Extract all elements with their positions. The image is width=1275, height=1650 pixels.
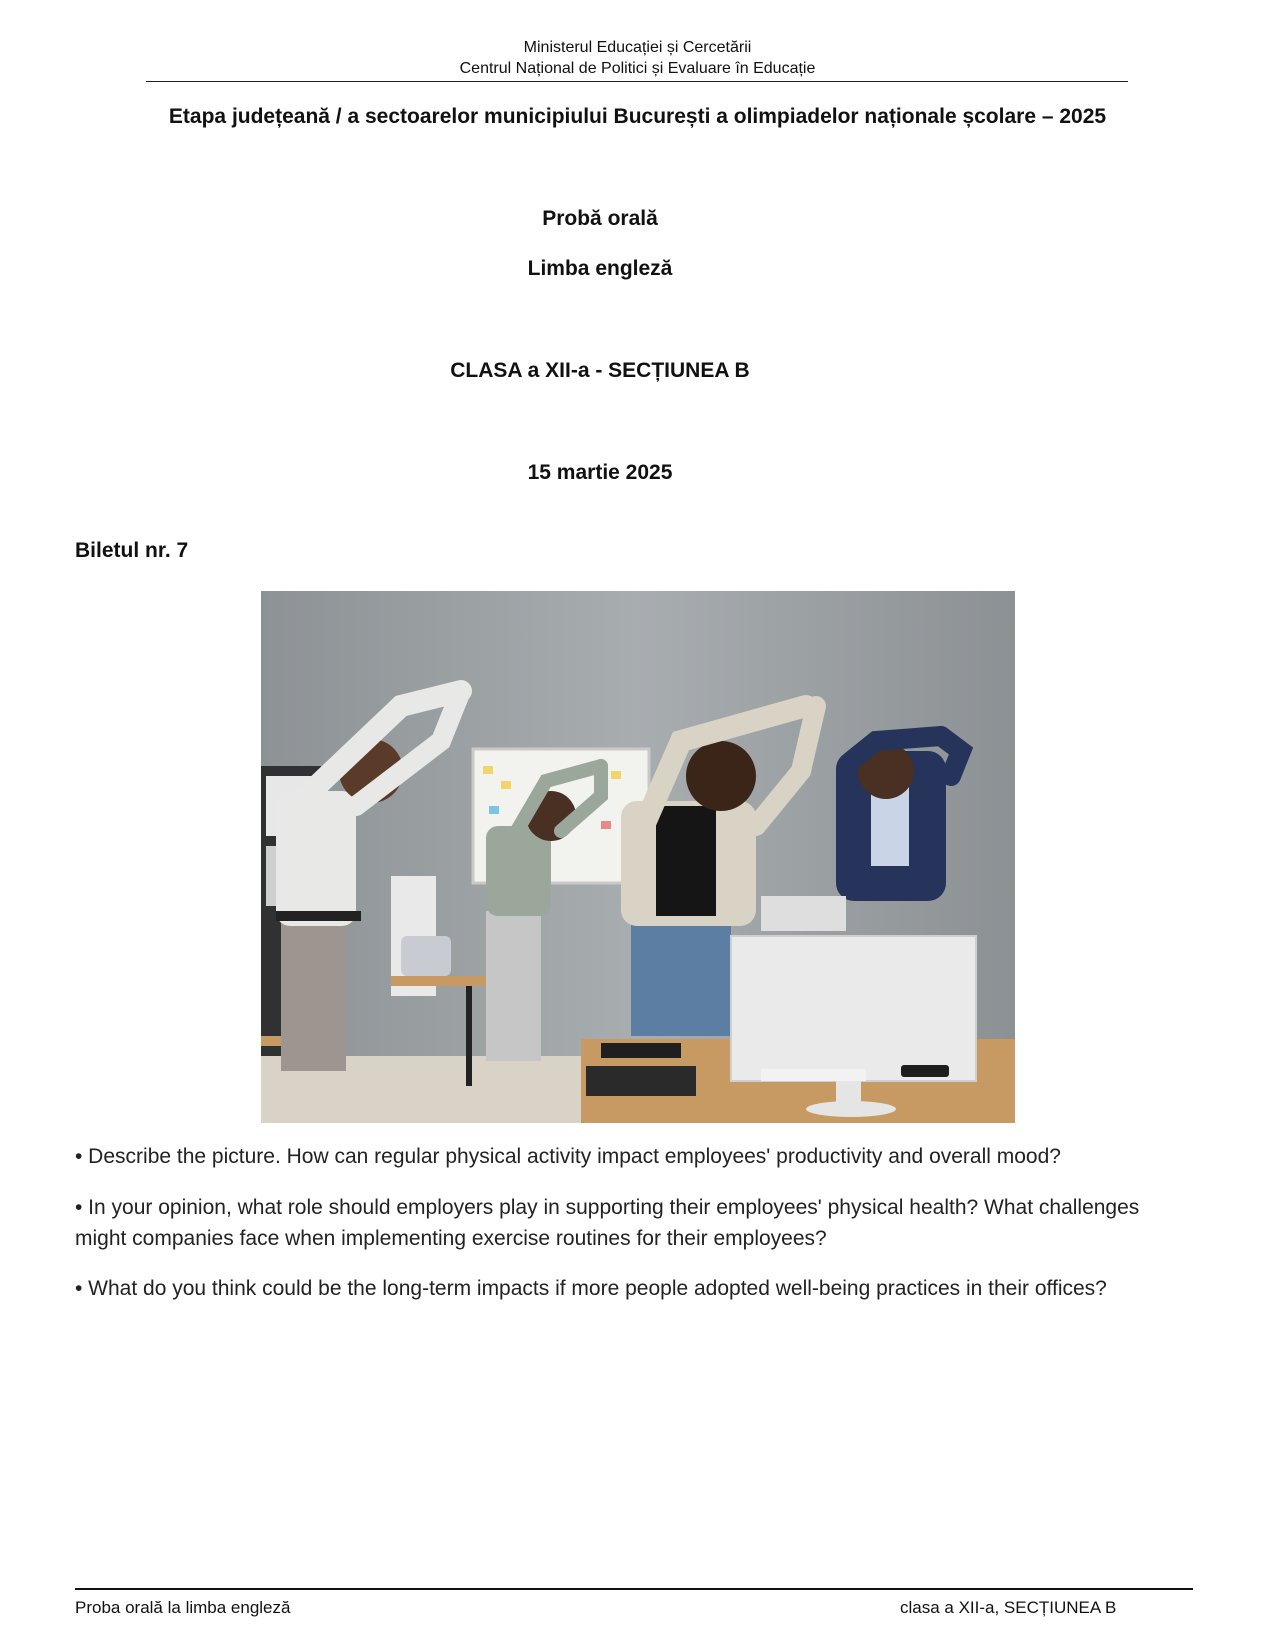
- footer-divider: [75, 1588, 1193, 1590]
- question-2: • In your opinion, what role should employers play in supporting their employees' physical health? What challenges might companies face when implementing exercise routines for their employees?: [75, 1196, 1140, 1250]
- header-center: Centrul Național de Politici și Evaluare în Educație: [459, 60, 816, 77]
- header-ministry: Ministerul Educației și Cercetării: [523, 39, 752, 56]
- question-1: • Describe the picture. How can regular physical activity impact employees' productivity and overall mood?: [75, 1145, 1061, 1168]
- footer-right-text: clasa a XII-a, SECȚIUNEA B: [900, 1598, 1117, 1617]
- ticket-number: Biletul nr. 7: [75, 539, 189, 562]
- page-title: Etapa județeană / a sectoarelor municipiului București a olimpiadelor naționale școlare – 2025: [168, 105, 1107, 128]
- footer-left-text: Proba orală la limba engleză: [75, 1598, 291, 1617]
- exam-type: Probă orală: [542, 207, 658, 230]
- class-section: CLASA a XII-a - SECȚIUNEA B: [450, 359, 750, 382]
- header-divider: [146, 81, 1128, 82]
- question-3: • What do you think could be the long-term impacts if more people adopted well-being practices in their offices?: [75, 1277, 1107, 1300]
- office-stretching-photo: [261, 591, 1015, 1123]
- exam-date: 15 martie 2025: [527, 461, 673, 484]
- subject: Limba engleză: [527, 257, 673, 280]
